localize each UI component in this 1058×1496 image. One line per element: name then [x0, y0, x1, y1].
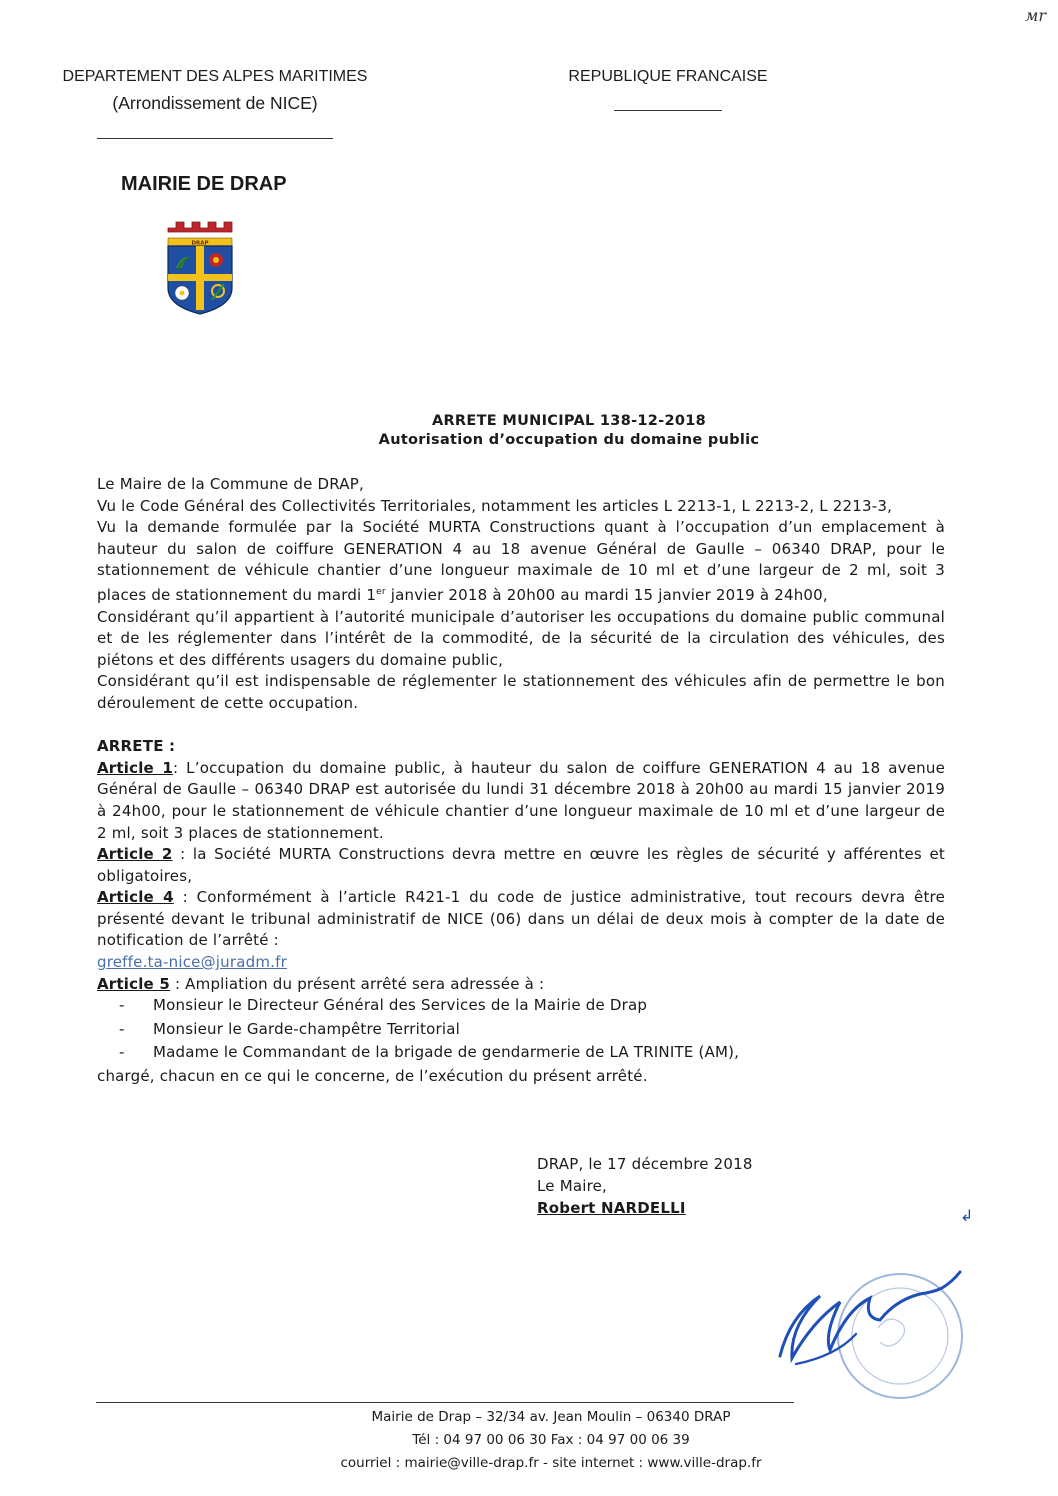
decree-subject: Autorisation d’occupation du domaine public: [378, 432, 760, 448]
signature-role: Le Maire,: [537, 1177, 608, 1195]
town-crest-logo: [164, 220, 236, 316]
ink-mark: ↲: [960, 1206, 974, 1225]
preamble-request-text: Vu la demande formulée par la Société MURTA Constructions quant à l’occupation d’un emplacement à hauteur du salon de coiffure GENERATION 4 au 18 avenue Général de Gaulle – 06340 DRAP, pour le stationnement de véhicule chantier d’une longueur maximale de 10 ml et d’une largeur de 2 ml, soit 3 places de stationnement du mardi 1: [97, 518, 945, 604]
recipients-list: [97, 995, 945, 1064]
preamble-request: [97, 517, 945, 606]
footer: [0, 1406, 1058, 1475]
department-label: DEPARTEMENT DES ALPES MARITIMES: [62, 68, 368, 85]
mairie-title: MAIRIE DE DRAP: [121, 173, 287, 195]
signature-name: Robert NARDELLI: [537, 1199, 686, 1217]
decree-number: ARRETE MUNICIPAL 138-12-2018: [431, 413, 707, 429]
republique-label: REPUBLIQUE FRANCAISE: [568, 68, 768, 85]
recipient-item: - Monsieur le Directeur Général des Services de la Mairie de Drap: [119, 996, 648, 1015]
arrete-heading: ARRETE :: [97, 737, 176, 756]
article-2-label: Article 2: [97, 845, 173, 864]
arrondissement-label: (Arrondissement de NICE): [112, 93, 318, 113]
preamble-mayor: Le Maire de la Commune de DRAP,: [97, 475, 364, 493]
header-left-rule: [97, 138, 333, 139]
article-1-text: : L’occupation du domaine public, à hauteur du salon de coiffure GENERATION 4 au 18 avenue Général de Gaulle – 06340 DRAP est autorisée du lundi 31 décembre 2018 à 20h00 au mardi 15 janvier 2019 à 24h00, pour le stationnement de véhicule chantier d’une longueur maximale de 10 ml et d’une largeur de 2 ml, soit 3 places de stationnement.: [97, 758, 945, 842]
considerant-parking: Considérant qu’il est indispensable de réglementer le stationnement des véhicules afin de permettre le bon déroulement de cette occupation.: [97, 672, 945, 712]
decree-title-block: [0, 413, 1058, 448]
footer-contact: courriel : mairie@ville-drap.fr - site internet : www.ville-drap.fr: [340, 1455, 762, 1471]
signature-place-date: DRAP, le 17 décembre 2018: [537, 1155, 753, 1173]
article-1: [97, 758, 945, 844]
article-4: [97, 887, 945, 952]
header-right-rule: [614, 110, 722, 111]
article-1-label: Article 1: [97, 758, 173, 777]
article-2-text: : la Société MURTA Constructions devra mettre en œuvre les règles de sécurité y afférentes et obligatoires,: [97, 845, 945, 885]
article-2: [97, 844, 945, 887]
footer-address: Mairie de Drap – 32/34 av. Jean Moulin – 06340 DRAP: [371, 1409, 731, 1425]
article-5-text: : Ampliation du présent arrêté sera adressée à :: [169, 974, 545, 993]
tribunal-email-link[interactable]: greffe.ta-nice@juradm.fr: [97, 953, 287, 972]
recipient-item: - Monsieur le Garde-champêtre Territorial: [119, 1019, 460, 1038]
preamble-code: Vu le Code Général des Collectivités Territoriales, notamment les articles L 2213-1, L 2213-2, L 2213-3,: [97, 496, 893, 515]
superscript-er: er: [376, 586, 386, 597]
decree-body: [97, 474, 945, 1088]
preamble-request-text-end: janvier 2018 à 20h00 au mardi 15 janvier 2019 à 24h00,: [385, 585, 828, 604]
signature-block: [537, 1153, 753, 1219]
article-4-label: Article 4: [97, 888, 174, 907]
corner-handwritten-mark: мr: [1025, 6, 1046, 25]
footer-rule: [96, 1402, 794, 1403]
crest-label: DRAP: [191, 240, 209, 247]
considerant-authority: Considérant qu’il appartient à l’autorité municipale d’autoriser les occupations du domaine public communal et de les réglementer dans l’intérêt de la commodité, de la sécurité de la circulation des véhicules, des piétons et des différents usagers du domaine public,: [97, 607, 945, 669]
footer-phone: Tél : 04 97 00 06 30 Fax : 04 97 00 06 39: [412, 1432, 690, 1448]
article-5: [97, 974, 945, 996]
article-5-label: Article 5: [97, 974, 170, 993]
closing-statement: chargé, chacun en ce qui le concerne, de l’exécution du présent arrêté.: [97, 1067, 648, 1086]
handwritten-signature-and-stamp: [760, 1236, 990, 1406]
recipient-item: - Madame le Commandant de la brigade de gendarmerie de LA TRINITE (AM),: [119, 1043, 740, 1062]
article-4-text: : Conformément à l’article R421-1 du code de justice administrative, tout recours devra être présenté devant le tribunal administratif de NICE (06) dans un délai de deux mois à compter de la date de notification de l’arrêté :: [97, 888, 945, 950]
